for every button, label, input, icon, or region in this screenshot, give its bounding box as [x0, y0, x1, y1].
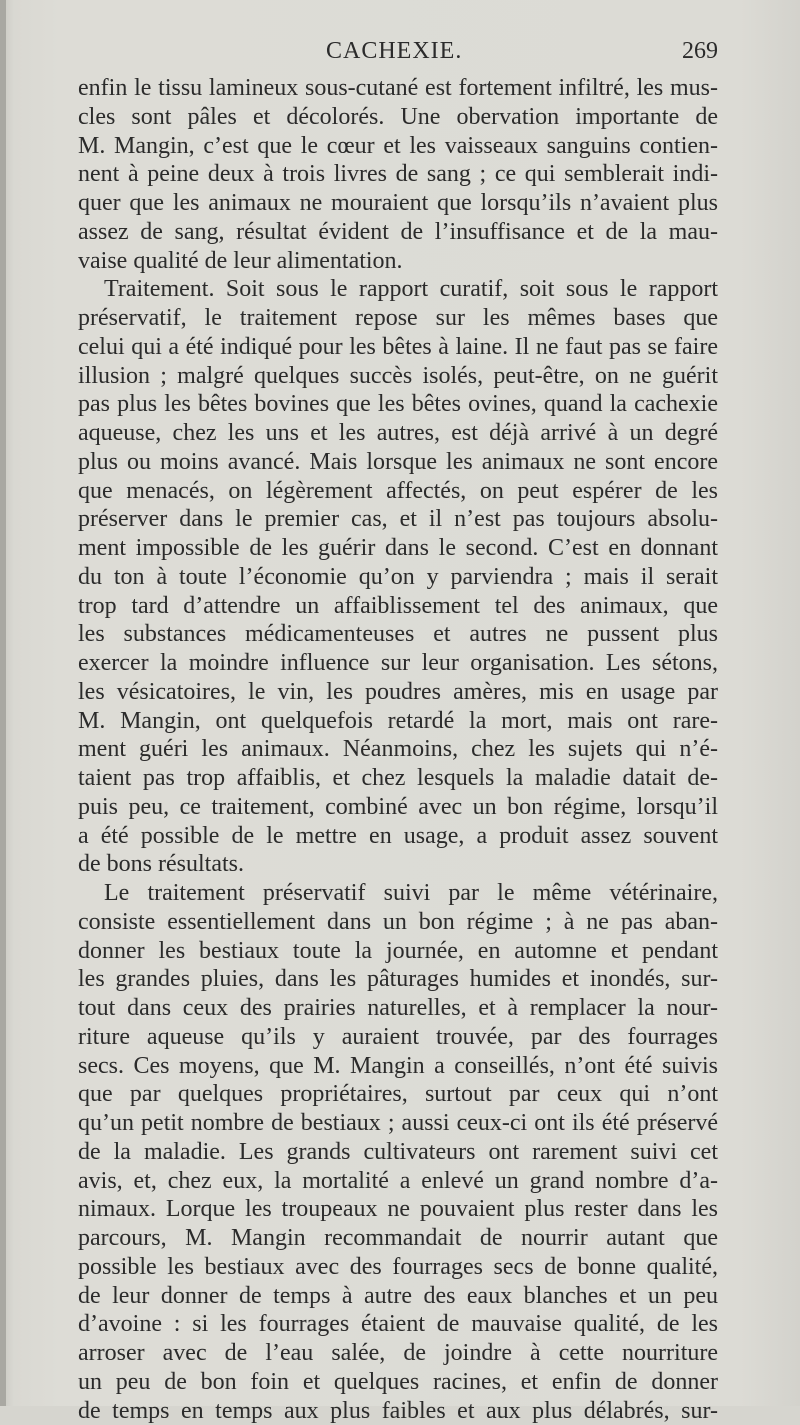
text-line: les grandes pluies, dans les pâturages humides et inondés, sur- [78, 965, 718, 994]
body-text [78, 74, 718, 1425]
text-line: riture aqueuse qu’ils y auraient trouvée, par des fourrages [78, 1023, 718, 1052]
text-line: un peu de bon foin et quelques racines, et enfin de donner [78, 1368, 718, 1397]
text-line: possible les bestiaux avec des fourrages secs de bonne qualité, [78, 1253, 718, 1282]
text-line: arroser avec de l’eau salée, de joindre à cette nourriture [78, 1339, 718, 1368]
page-header [78, 38, 718, 70]
running-title: CACHEXIE. [326, 38, 462, 65]
text-line: a été possible de le mettre en usage, a produit assez souvent [78, 822, 718, 851]
text-line: de la maladie. Les grands cultivateurs ont rarement suivi cet [78, 1138, 718, 1167]
text-line: préserver dans le premier cas, et il n’est pas toujours absolu- [78, 505, 718, 534]
text-line: que menacés, on légèrement affectés, on peut espérer de les [78, 477, 718, 506]
page-number: 269 [682, 38, 718, 65]
text-line: nent à peine deux à trois livres de sang ; ce qui semblerait indi- [78, 160, 718, 189]
text-line: du ton à toute l’économie qu’on y parviendra ; mais il serait [78, 563, 718, 592]
text-line: M. Mangin, c’est que le cœur et les vaisseaux sanguins contien- [78, 132, 718, 161]
text-line: de leur donner de temps à autre des eaux blanches et un peu [78, 1282, 718, 1311]
text-line: M. Mangin, ont quelquefois retardé la mort, mais ont rare- [78, 707, 718, 736]
text-line: qu’un petit nombre de bestiaux ; aussi ceux-ci ont ils été préservé [78, 1109, 718, 1138]
text-line: d’avoine : si les fourrages étaient de mauvaise qualité, de les [78, 1310, 718, 1339]
text-line: donner les bestiaux toute la journée, en automne et pendant [78, 937, 718, 966]
text-line: que par quelques propriétaires, surtout par ceux qui n’ont [78, 1080, 718, 1109]
text-line: vaise qualité de leur alimentation. [78, 247, 718, 276]
text-line: celui qui a été indiqué pour les bêtes à laine. Il ne faut pas se faire [78, 333, 718, 362]
text-line: consiste essentiellement dans un bon régime ; à ne pas aban- [78, 908, 718, 937]
text-line: avis, et, chez eux, la mortalité a enlevé un grand nombre d’a- [78, 1167, 718, 1196]
text-line: exercer la moindre influence sur leur organisation. Les sétons, [78, 649, 718, 678]
text-line: préservatif, le traitement repose sur les mêmes bases que [78, 304, 718, 333]
text-line: plus ou moins avancé. Mais lorsque les animaux ne sont encore [78, 448, 718, 477]
text-line: cles sont pâles et décolorés. Une obervation importante de [78, 103, 718, 132]
text-line: les vésicatoires, le vin, les poudres amères, mis en usage par [78, 678, 718, 707]
text-line: quer que les animaux ne mouraient que lorsqu’ils n’avaient plus [78, 189, 718, 218]
text-line: de temps en temps aux plus faibles et aux plus délabrés, sur- [78, 1397, 718, 1425]
text-line: nimaux. Lorque les troupeaux ne pouvaient plus rester dans les [78, 1195, 718, 1224]
text-line: illusion ; malgré quelques succès isolés, peut-être, on ne guérit [78, 362, 718, 391]
text-line: secs. Ces moyens, que M. Mangin a conseillés, n’ont été suivis [78, 1052, 718, 1081]
text-line: Traitement. Soit sous le rapport curatif, soit sous le rapport [78, 275, 718, 304]
text-line: assez de sang, résultat évident de l’insuffisance et de la mau- [78, 218, 718, 247]
text-line: pas plus les bêtes bovines que les bêtes ovines, quand la cachexie [78, 390, 718, 419]
text-line: tout dans ceux des prairies naturelles, et à remplacer la nour- [78, 994, 718, 1023]
page-edge-shadow [0, 0, 6, 1406]
text-line: parcours, M. Mangin recommandait de nourrir autant que [78, 1224, 718, 1253]
text-line: de bons résultats. [78, 850, 718, 879]
text-line: trop tard d’attendre un affaiblissement tel des animaux, que [78, 592, 718, 621]
text-line: Le traitement préservatif suivi par le même vétérinaire, [78, 879, 718, 908]
text-line: aqueuse, chez les uns et les autres, est déjà arrivé à un degré [78, 419, 718, 448]
text-line: enfin le tissu lamineux sous-cutané est fortement infiltré, les mus- [78, 74, 718, 103]
text-line: ment impossible de les guérir dans le second. C’est en donnant [78, 534, 718, 563]
text-line: taient pas trop affaiblis, et chez lesquels la maladie datait de- [78, 764, 718, 793]
text-line: les substances médicamenteuses et autres ne pussent plus [78, 620, 718, 649]
text-line: puis peu, ce traitement, combiné avec un bon régime, lorsqu’il [78, 793, 718, 822]
text-line: ment guéri les animaux. Néanmoins, chez les sujets qui n’é- [78, 735, 718, 764]
